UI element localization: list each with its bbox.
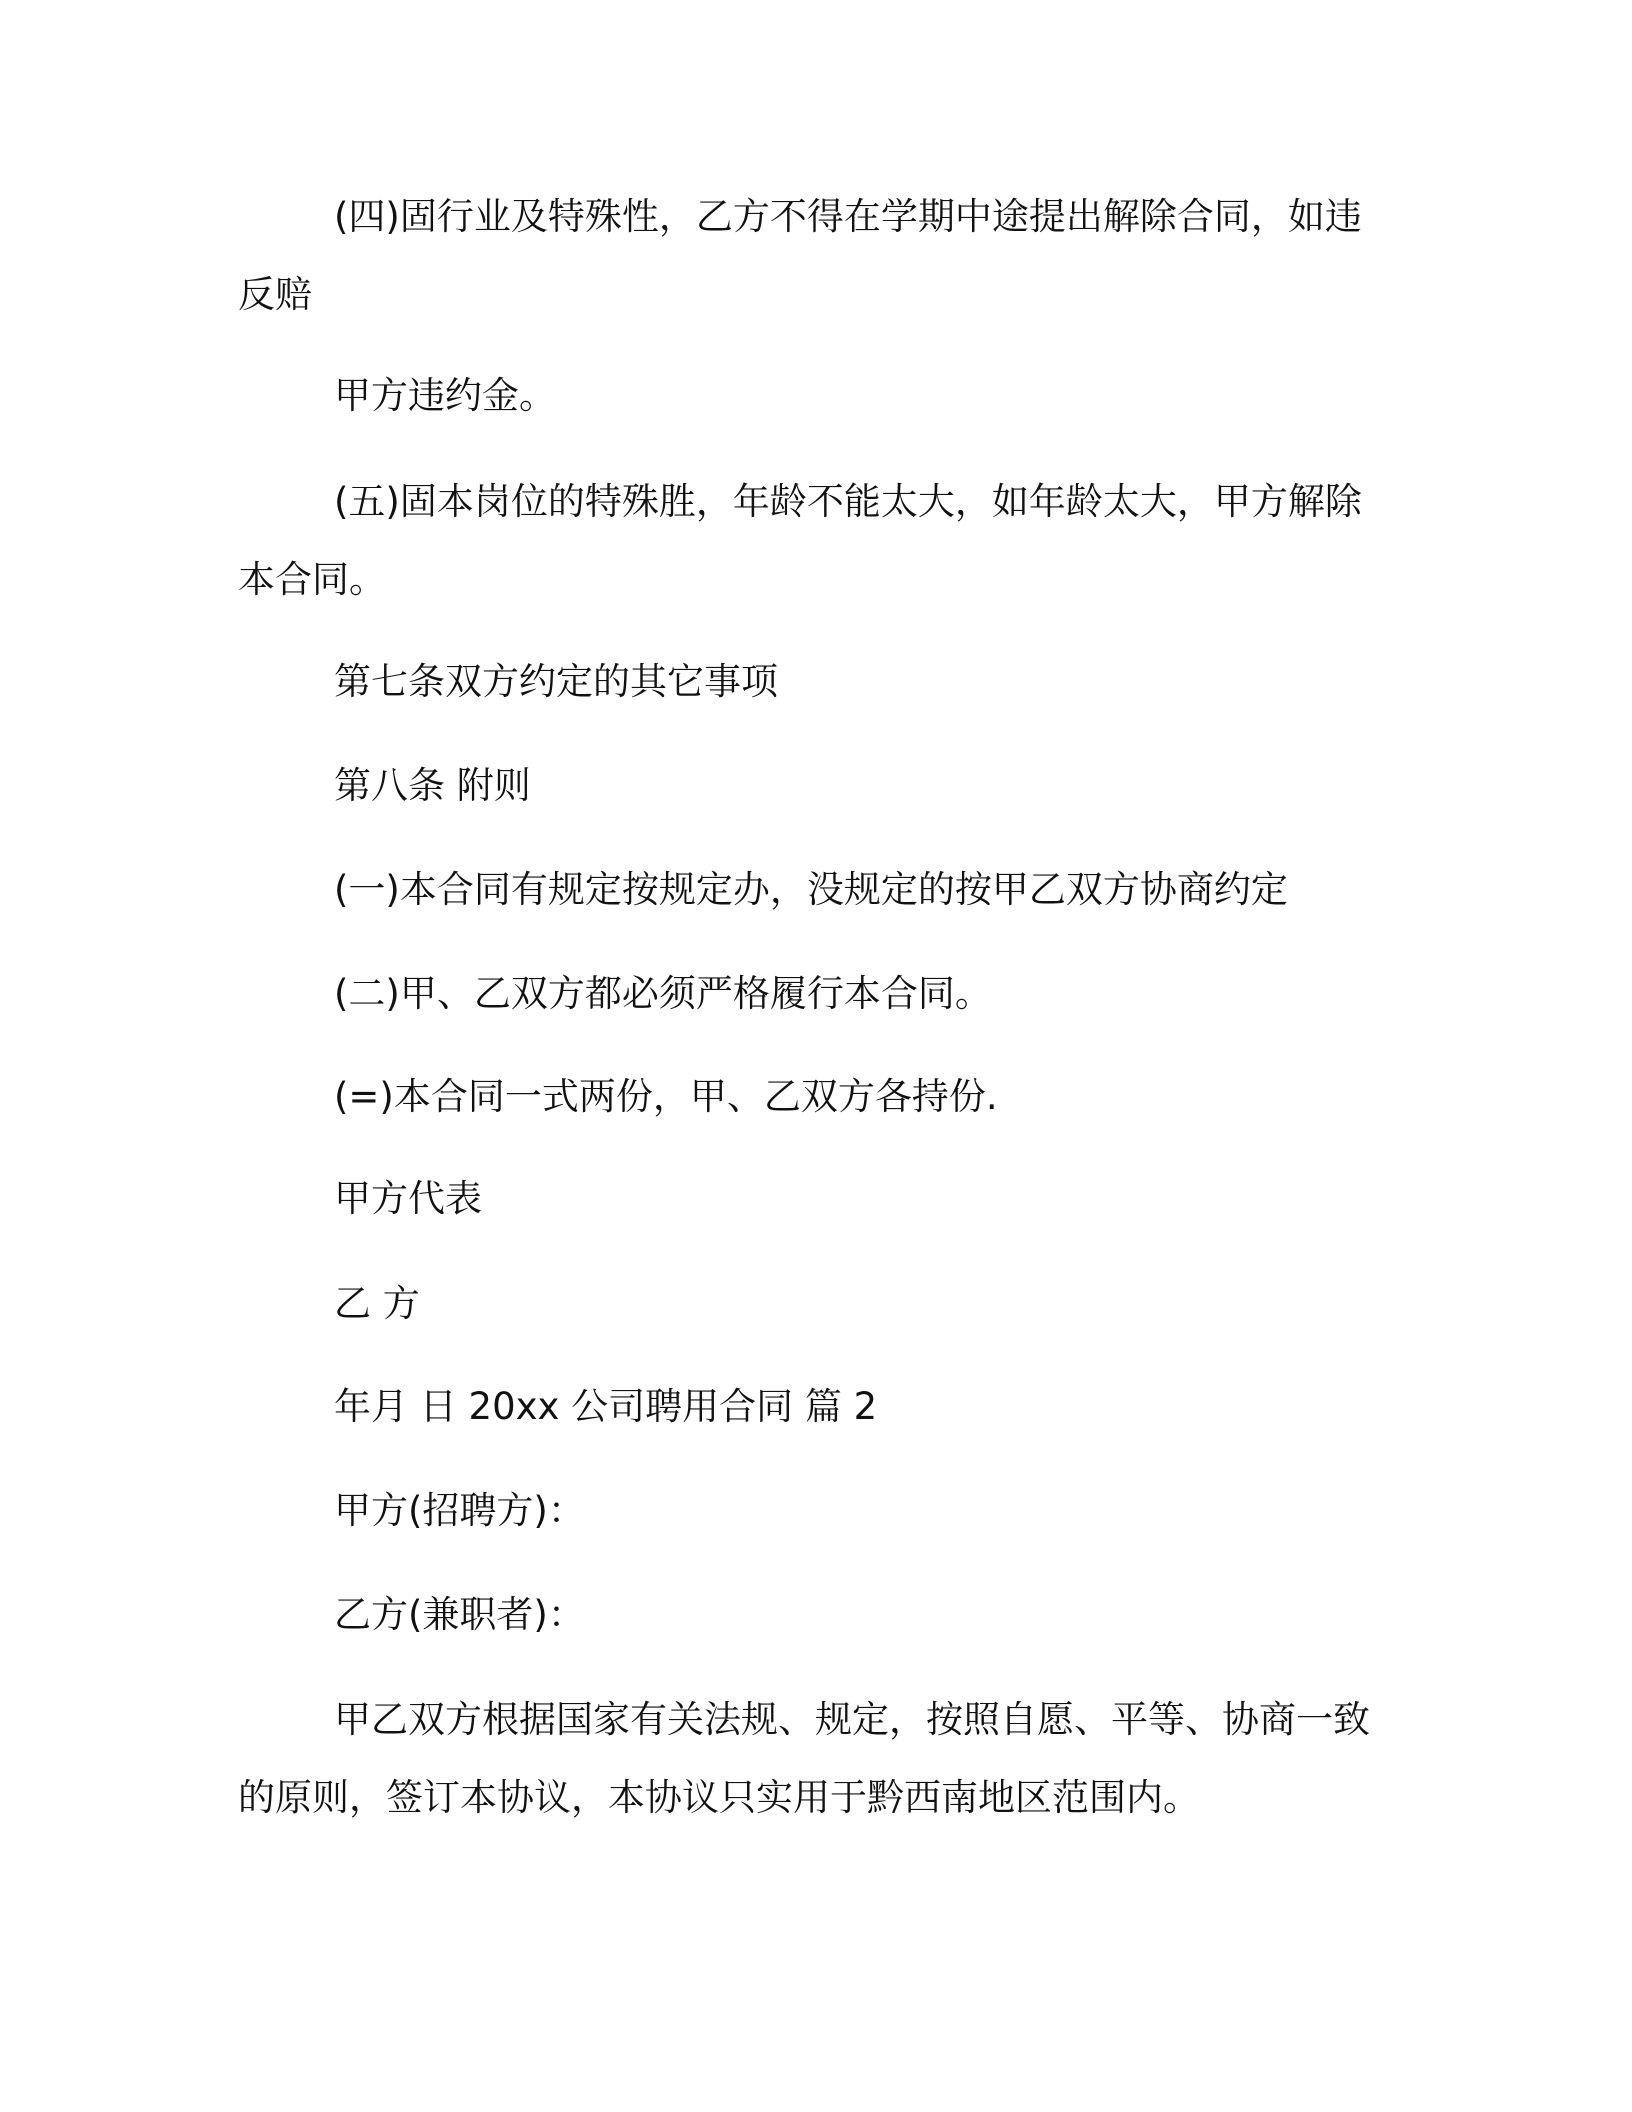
party-a-employer: 甲方(招聘方)： xyxy=(334,1489,585,1532)
article-7-heading: 第七条双方约定的其它事项 xyxy=(334,660,778,703)
clause-4-line-2: 反赔 xyxy=(238,273,312,316)
party-b-label: 乙 方 xyxy=(334,1282,420,1325)
annex-item-2: (二)甲、乙双方都必须严格履行本合同。 xyxy=(334,972,992,1015)
clause-4-continuation: 甲方违约金。 xyxy=(334,374,556,417)
clause-5-line-2: 本合同。 xyxy=(238,558,386,601)
party-b-parttime: 乙方(兼职者)： xyxy=(334,1593,585,1636)
party-a-representative: 甲方代表 xyxy=(334,1177,482,1220)
clause-5-line-1: (五)固本岗位的特殊胜，年龄不能太大，如年龄太大，甲方解除 xyxy=(334,480,1362,523)
preamble-line-1: 甲乙双方根据国家有关法规、规定，按照自愿、平等、协商一致 xyxy=(334,1698,1370,1741)
date-and-section-title: 年月 日 20xx 公司聘用合同 篇 2 xyxy=(334,1385,878,1428)
article-8-heading: 第八条 附则 xyxy=(334,764,531,807)
annex-item-3: (=)本合同一式两份，甲、乙双方各持份. xyxy=(334,1075,998,1118)
preamble-line-2: 的原则，签订本协议，本协议只实用于黔西南地区范围内。 xyxy=(238,1776,1200,1819)
clause-4-line-1: (四)固行业及特殊性，乙方不得在学期中途提出解除合同，如违 xyxy=(334,195,1362,238)
annex-item-1: (一)本合同有规定按规定办，没规定的按甲乙双方协商约定 xyxy=(334,868,1288,911)
